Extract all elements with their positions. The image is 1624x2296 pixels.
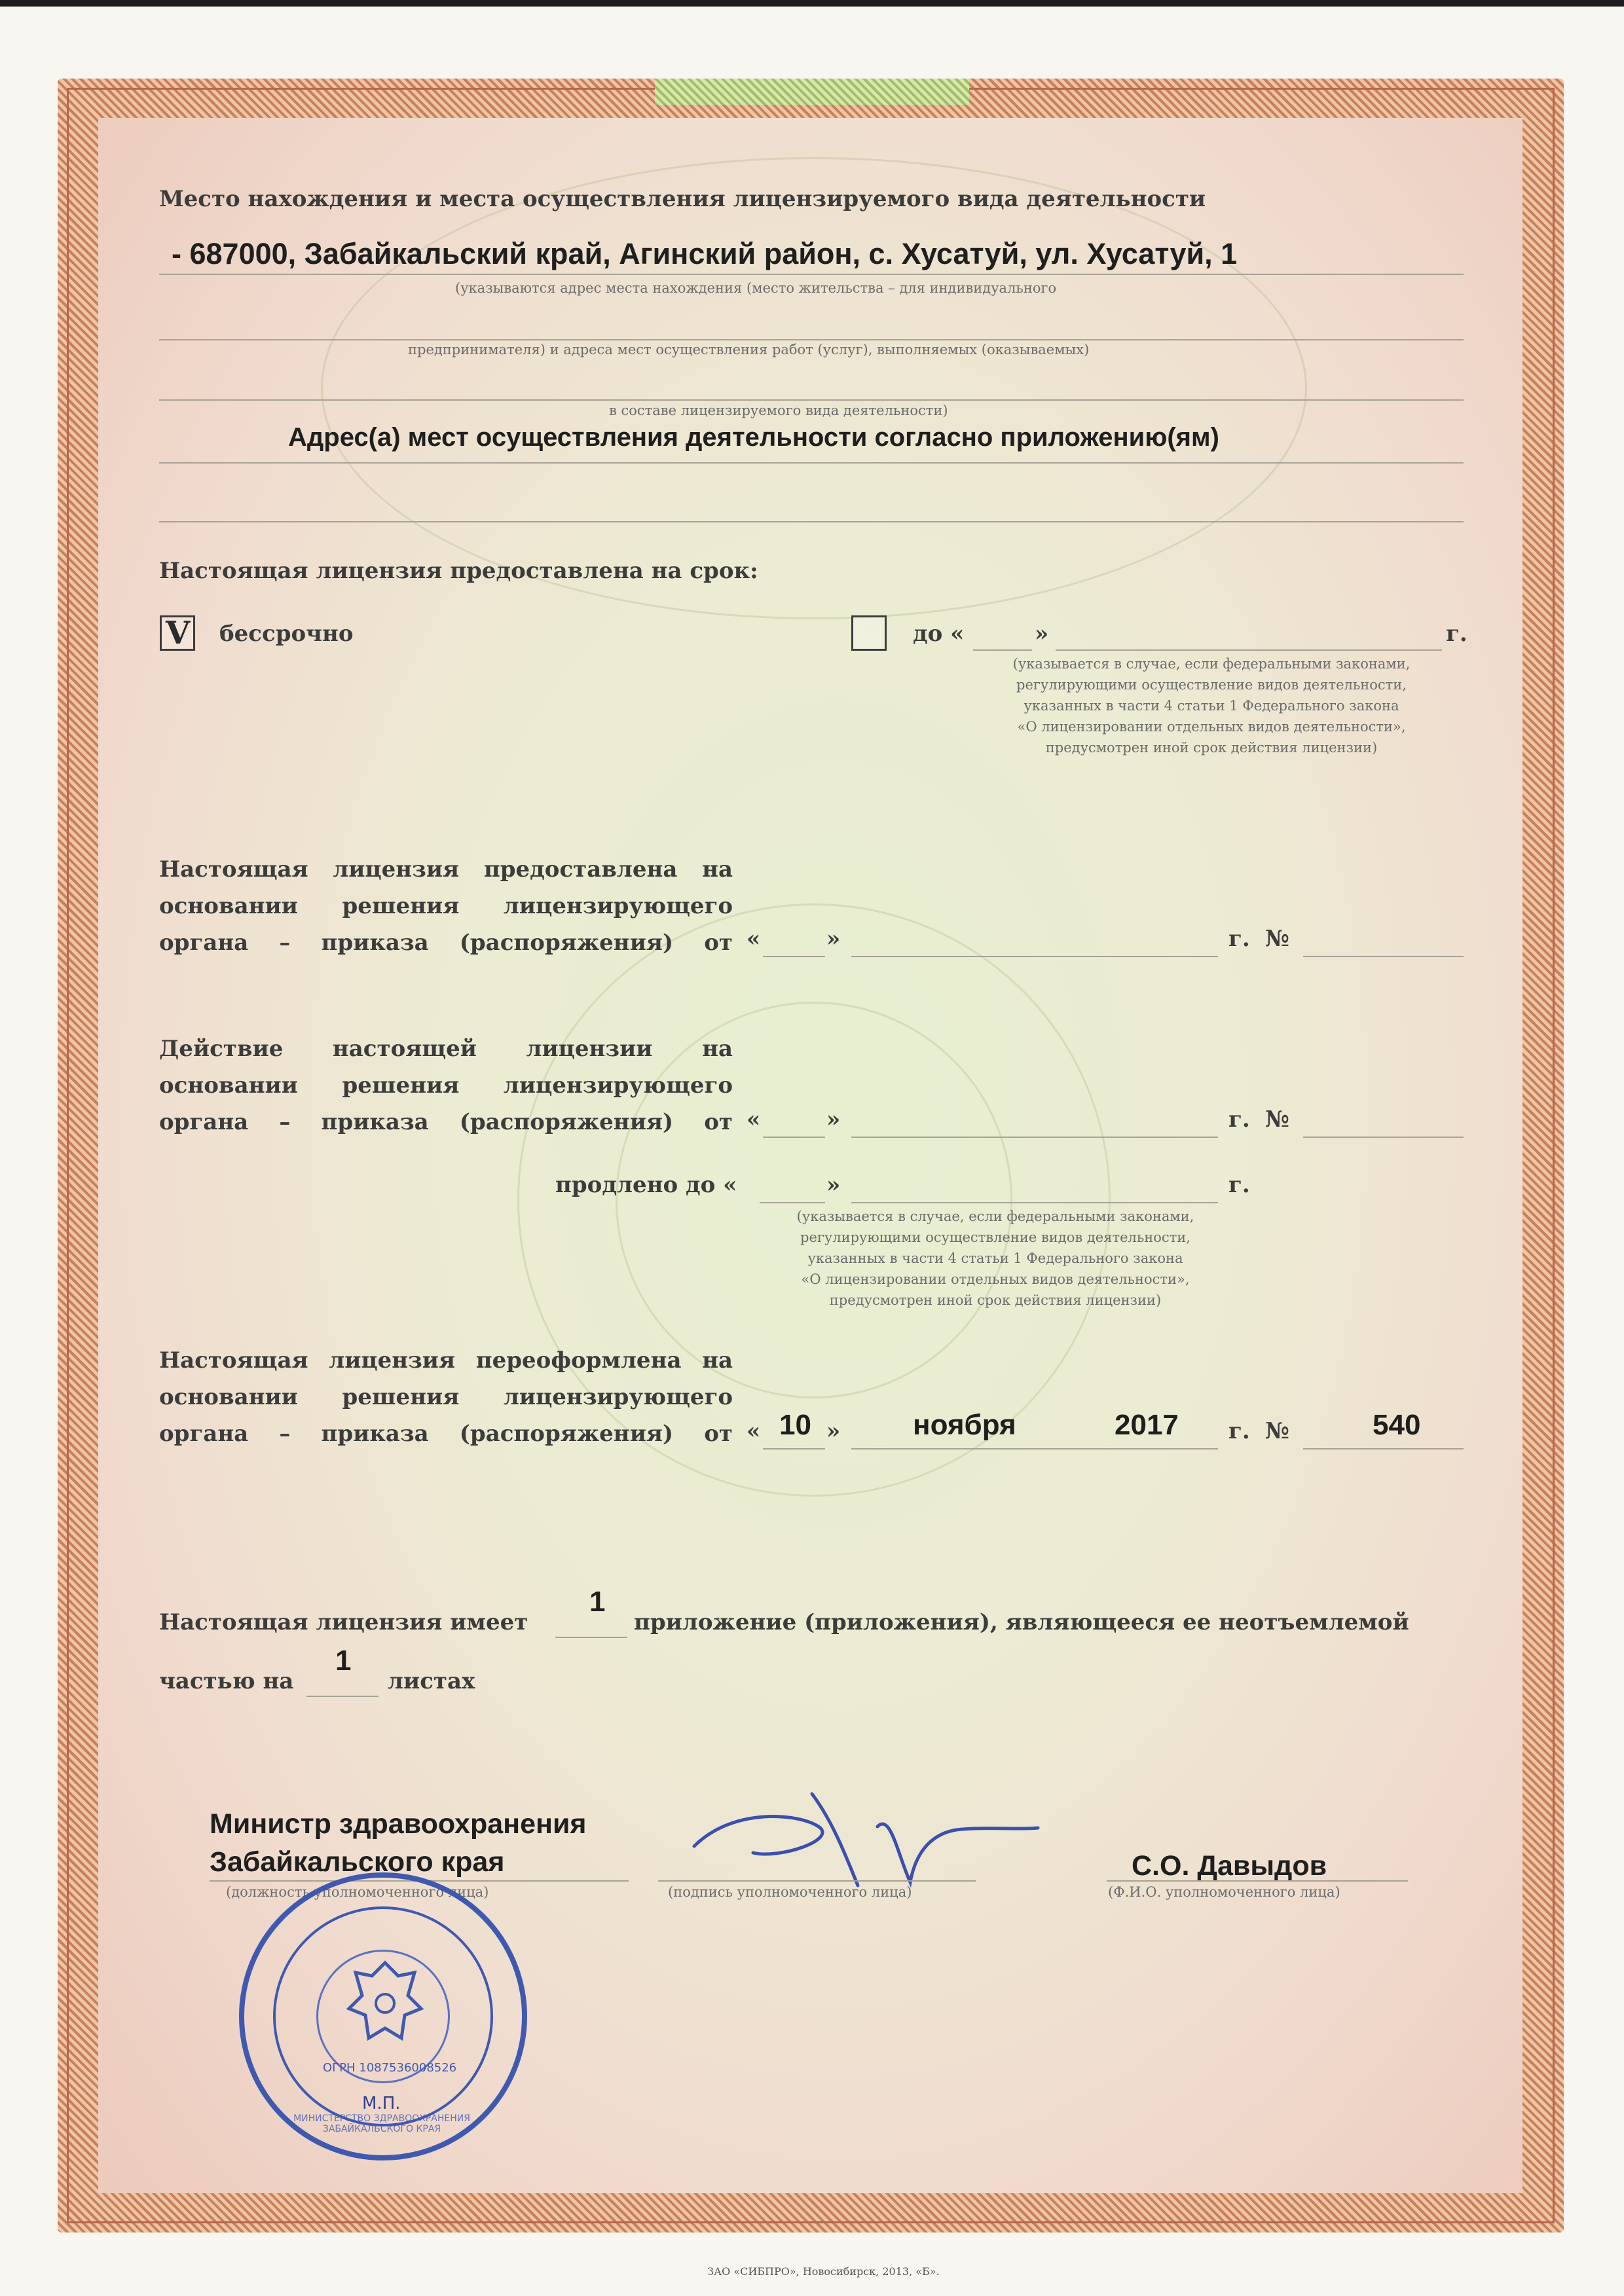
signature-graphic xyxy=(681,1768,1048,1899)
extended-until-date-line xyxy=(851,1202,1218,1203)
until-month-line xyxy=(1056,649,1442,651)
places-underline xyxy=(159,462,1464,464)
frame-top-accent xyxy=(655,79,969,105)
until-year-suffix: г. xyxy=(1446,621,1467,647)
extended-line-3: органа – приказа (распоряжения) от xyxy=(159,1109,733,1135)
reissued-number: 540 xyxy=(1373,1409,1421,1441)
extended-block xyxy=(159,1030,733,1140)
coat-of-arms-icon xyxy=(342,1956,428,2054)
appendix-sheets-line xyxy=(306,1696,378,1697)
name-caption: (Ф.И.О. уполномоченного лица) xyxy=(1108,1884,1340,1900)
scan-edge xyxy=(0,0,1624,7)
extended-line-1: Действие настоящей лицензии на xyxy=(159,1036,733,1062)
granted-day-line xyxy=(763,956,825,957)
reissued-date-line xyxy=(851,1448,1218,1449)
appendix-sheets-after: листах xyxy=(388,1668,475,1694)
extended-quote-close: » xyxy=(826,1106,841,1133)
extended-note-line: «О лицензировании отдельных видов деятельности», xyxy=(801,1271,1190,1287)
extended-number-line xyxy=(1303,1137,1464,1138)
term-note xyxy=(963,653,1460,758)
address-line-2 xyxy=(159,339,1464,340)
appendix-count-line xyxy=(555,1637,627,1638)
address-note-1: (указываются адрес места нахождения (место жительства – для индивидуального xyxy=(455,280,1057,296)
indefinite-check-mark: V xyxy=(166,615,191,651)
rosette-pattern-top xyxy=(321,157,1307,619)
extended-quote-open: « xyxy=(747,1106,761,1133)
extended-until-close: » xyxy=(826,1172,841,1198)
extended-day-line xyxy=(763,1137,825,1138)
signatory-name: С.О. Давыдов xyxy=(1132,1850,1327,1882)
reissued-number-line xyxy=(1303,1448,1464,1449)
until-checkbox xyxy=(851,615,887,651)
indefinite-checkbox xyxy=(160,615,195,651)
name-underline xyxy=(1107,1880,1408,1882)
granted-number-line xyxy=(1303,956,1464,957)
position-caption: (должность уполномоченного лица) xyxy=(226,1884,489,1900)
term-note-line: указанных в части 4 статьи 1 Федерального закона xyxy=(1024,698,1399,714)
official-seal xyxy=(239,1872,527,2160)
appendix-sheets: 1 xyxy=(335,1645,352,1677)
until-day-line xyxy=(973,649,1032,651)
appendix-text-after: приложение (приложения), являющееся ее неотъемлемой xyxy=(634,1609,1409,1635)
extended-date-line xyxy=(851,1137,1218,1138)
extended-year-suffix: г. xyxy=(1228,1106,1250,1133)
address-line-3 xyxy=(159,399,1464,401)
granted-quote-close: » xyxy=(826,926,841,952)
reissued-quote-close: » xyxy=(826,1418,841,1444)
extended-note-line: указанных в части 4 статьи 1 Федерального закона xyxy=(807,1250,1183,1266)
until-close-quote: » xyxy=(1035,621,1049,647)
appendix-sheets-before: частью на xyxy=(159,1668,294,1694)
extended-line-2: основании решения лицензирующего xyxy=(159,1072,733,1099)
reissued-number-label: № xyxy=(1265,1418,1289,1444)
extended-note-line: регулирующими осуществление видов деятельности, xyxy=(800,1230,1190,1245)
term-note-line: предусмотрен иной срок действия лицензии) xyxy=(1045,740,1378,756)
license-address: - 687000, Забайкальский край, Агинский район, с. Хусатуй, ул. Хусатуй, 1 xyxy=(172,237,1238,270)
reissued-day-line xyxy=(763,1448,825,1449)
appendix-text-before: Настоящая лицензия имеет xyxy=(159,1609,528,1635)
reissued-quote-open: « xyxy=(747,1418,761,1444)
term-note-line: регулирующими осуществление видов деятельности, xyxy=(1016,677,1407,693)
signatory-position-1: Министр здравоохранения xyxy=(210,1808,587,1840)
granted-quote-open: « xyxy=(747,926,761,952)
granted-number-label: № xyxy=(1265,926,1289,952)
granted-year-suffix: г. xyxy=(1228,926,1250,952)
extended-note-line: (указывается в случае, если федеральными законами, xyxy=(796,1209,1194,1224)
reissued-day: 10 xyxy=(779,1409,811,1441)
granted-line-3: органа – приказа (распоряжения) от xyxy=(159,930,733,956)
reissued-line-3: органа – приказа (распоряжения) от xyxy=(159,1421,733,1447)
signature-underline xyxy=(658,1880,976,1882)
address-note-2: предпринимателя) и адреса мест осуществления работ (услуг), выполняемых (оказываемых) xyxy=(408,342,1090,357)
reissued-line-1: Настоящая лицензия переоформлена на xyxy=(159,1347,733,1374)
term-note-line: (указывается в случае, если федеральными законами, xyxy=(1012,656,1411,672)
signatory-position-2: Забайкальского края xyxy=(210,1846,505,1878)
places-of-activity: Адрес(а) мест осуществления деятельности согласно приложению(ям) xyxy=(288,423,1219,452)
reissued-year-suffix: г. xyxy=(1228,1418,1250,1444)
extended-until-label: продлено до « xyxy=(555,1172,737,1198)
address-note-3: в составе лицензируемого вида деятельности) xyxy=(609,403,948,418)
appendix-count: 1 xyxy=(589,1586,606,1618)
reissued-month: ноября xyxy=(913,1409,1016,1441)
term-note-line: «О лицензировании отдельных видов деятельности», xyxy=(1017,719,1406,735)
location-heading: Место нахождения и места осуществления лицензируемого вида деятельности xyxy=(159,186,1206,212)
blank-line xyxy=(159,521,1464,522)
signature-caption: (подпись уполномоченного лица) xyxy=(668,1884,912,1900)
term-heading: Настоящая лицензия предоставлена на срок: xyxy=(159,558,758,584)
extended-until-day-line xyxy=(760,1202,825,1203)
reissued-year: 2017 xyxy=(1115,1409,1179,1441)
extended-note xyxy=(753,1206,1238,1311)
address-underline xyxy=(159,274,1464,275)
reissued-block xyxy=(159,1342,733,1452)
printer-imprint: ЗАО «СИБПРО», Новосибирск, 2013, «Б». xyxy=(707,2265,940,2278)
extended-note-line: предусмотрен иной срок действия лицензии) xyxy=(829,1292,1162,1308)
granted-line-2: основании решения лицензирующего xyxy=(159,893,733,919)
extended-until-year-suffix: г. xyxy=(1228,1172,1250,1198)
seal-ogrn: ОГРН 1087536008526 xyxy=(323,2061,457,2075)
granted-line-1: Настоящая лицензия предоставлена на xyxy=(159,856,733,883)
until-label: до « xyxy=(913,621,965,647)
seal-text: МИНИСТЕРСТВО ЗДРАВООХРАНЕНИЯ ЗАБАЙКАЛЬСКОГО КРАЯ xyxy=(293,2113,470,2134)
extended-number-label: № xyxy=(1265,1106,1289,1133)
reissued-line-2: основании решения лицензирующего xyxy=(159,1384,733,1410)
indefinite-label: бессрочно xyxy=(219,621,354,647)
seal-mark: М.П. xyxy=(362,2094,401,2113)
granted-block xyxy=(159,851,733,961)
granted-date-line xyxy=(851,956,1218,957)
